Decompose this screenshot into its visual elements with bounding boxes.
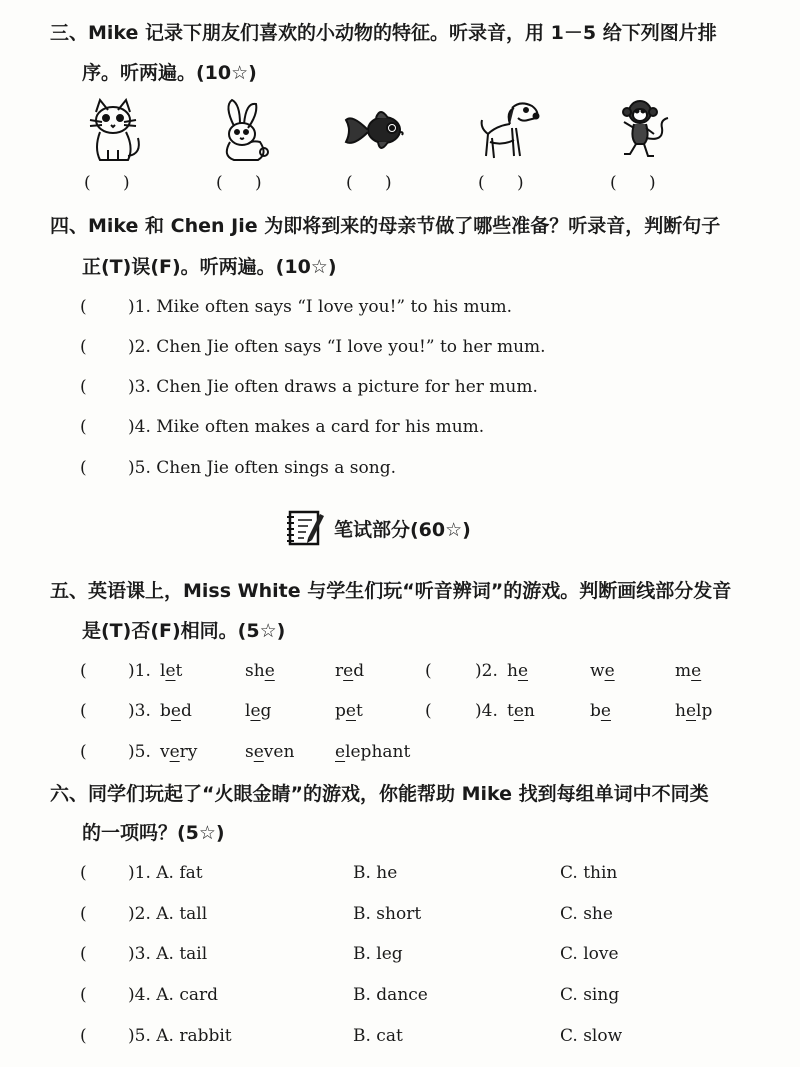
goldfish-picture [342,98,412,164]
phonics-word: ten [507,701,535,721]
cat-picture [78,98,148,164]
option-b: B. short [353,904,422,924]
picture-2-blank[interactable]: ( ) [216,173,262,193]
phonics-word: she [245,661,275,681]
phonics-word: we [590,661,615,681]
answer-blank[interactable]: ( [80,944,87,964]
picture-3-blank[interactable]: ( ) [346,173,392,193]
option-b: B. he [353,863,398,883]
statement-5: )5. Chen Jie often sings a song. [128,458,396,478]
underlined-letter: e [343,661,354,681]
answer-blank[interactable]: ( [80,661,87,681]
phonics-word: he [507,661,529,681]
phonics-word: pet [335,701,363,721]
rabbit-picture [212,98,282,164]
answer-blank[interactable]: ( [80,297,87,317]
option-a: )4. A. card [128,985,219,1005]
answer-blank[interactable]: ( [80,377,87,397]
answer-blank[interactable]: ( [80,985,87,1005]
answer-blank[interactable]: ( [425,661,432,681]
statement-2: )2. Chen Jie often says “I love you!” to her mum. [128,337,546,357]
phonics-word: me [675,661,702,681]
underlined-letter: e [250,701,261,721]
option-a: )3. A. tail [128,944,208,964]
phonics-word: leg [245,701,272,721]
underlined-letter: e [517,661,529,681]
phonics-word: seven [245,742,295,762]
section4-heading-line1: 四、Mike 和 Chen Jie 为即将到来的母亲节做了哪些准备？听录音，判断句子 [50,215,721,237]
animal-pictures-row [0,98,800,166]
section3-heading-line1: 三、Mike 记录下朋友们喜欢的小动物的特征。听录音，用 1－5 给下列图片排 [50,22,717,44]
underlined-letter: e [600,701,611,721]
underlined-letter: e [170,701,181,721]
picture-4-blank[interactable]: ( ) [478,173,524,193]
underlined-letter: e [604,661,615,681]
underlined-letter: e [264,661,275,681]
statement-3: )3. Chen Jie often draws a picture for her mum. [128,377,538,397]
section5-heading-line1: 五、英语课上，Miss White 与学生们玩“听音辨词”的游戏。判断画线部分发音 [50,580,732,602]
phonics-word: help [675,701,713,721]
option-a: )2. A. tall [128,904,208,924]
section6-heading-line2: 的一项吗？(5☆) [82,822,225,844]
answer-blank[interactable]: ( [425,701,432,721]
option-b: B. dance [353,985,428,1005]
option-a: )1. A. fat [128,863,203,883]
section3-heading-line2: 序。听两遍。(10☆) [82,62,257,84]
phonics-word: red [335,661,365,681]
item-number: )4. [475,701,498,721]
underlined-letter: e [513,701,524,721]
notebook-pencil-icon [286,508,324,548]
phonics-word: very [160,742,198,762]
answer-blank[interactable]: ( [80,742,87,762]
answer-blank[interactable]: ( [80,863,87,883]
underlined-letter: e [685,701,697,721]
dog-picture [476,98,546,164]
option-a: )5. A. rabbit [128,1026,232,1046]
statement-4: )4. Mike often makes a card for his mum. [128,417,485,437]
picture-1-blank[interactable]: ( ) [84,173,130,193]
item-number: )5. [128,742,151,762]
written-part-banner [286,508,471,548]
option-c: C. she [560,904,613,924]
written-part-title: 笔试部分(60☆) [334,518,471,541]
underlined-letter: e [253,742,264,762]
underlined-letter: e [165,661,176,681]
answer-blank[interactable]: ( [80,1026,87,1046]
underlined-letter: e [169,742,180,762]
item-number: )2. [475,661,498,681]
item-number: )3. [128,701,151,721]
underlined-letter: e [335,742,346,762]
answer-blank[interactable]: ( [80,417,87,437]
option-c: C. slow [560,1026,623,1046]
underlined-letter: e [345,701,356,721]
phonics-word: elephant [335,742,411,762]
statement-1: )1. Mike often says “I love you!” to his mum. [128,297,513,317]
section5-heading-line2: 是(T)否(F)相同。(5☆) [82,620,286,642]
phonics-word: be [590,701,611,721]
option-c: C. sing [560,985,620,1005]
answer-blank[interactable]: ( [80,337,87,357]
monkey-picture [610,98,680,164]
answer-blank[interactable]: ( [80,458,87,478]
section6-heading-line1: 六、同学们玩起了“火眼金睛”的游戏，你能帮助 Mike 找到每组单词中不同类 [50,783,709,805]
section4-heading-line2: 正(T)误(F)。听两遍。(10☆) [82,256,337,278]
option-c: C. love [560,944,619,964]
item-number: )1. [128,661,151,681]
option-b: B. cat [353,1026,403,1046]
phonics-word: bed [160,701,192,721]
answer-blank[interactable]: ( [80,904,87,924]
option-c: C. thin [560,863,618,883]
answer-blank[interactable]: ( [80,701,87,721]
phonics-word: let [160,661,183,681]
picture-5-blank[interactable]: ( ) [610,173,656,193]
underlined-letter: e [691,661,702,681]
option-b: B. leg [353,944,403,964]
